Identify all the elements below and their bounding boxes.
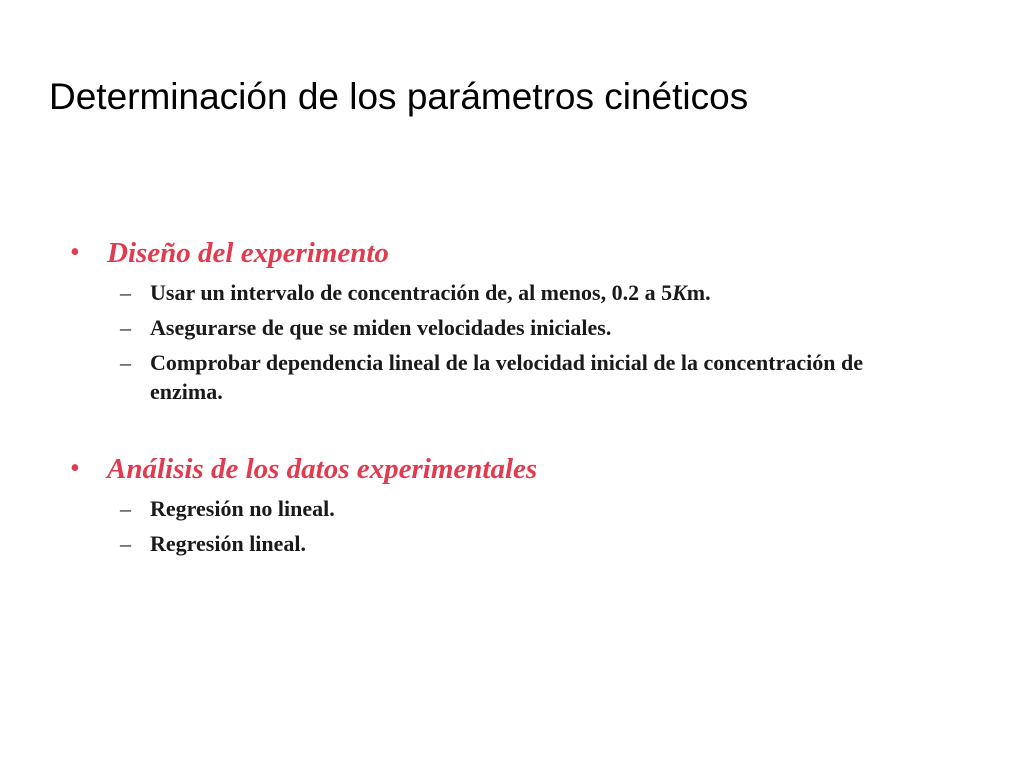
section-heading: Diseño del experimento [107, 237, 389, 269]
km-symbol: K [672, 280, 687, 305]
dash-icon: – [120, 315, 131, 340]
dash-icon: – [120, 280, 131, 305]
list-item-text: Comprobar dependencia lineal de la velocidad inicial de la concentración de enzima. [150, 350, 863, 404]
list-item-text [150, 278, 870, 307]
sub-list [70, 494, 970, 558]
sub-list [70, 278, 970, 406]
section-heading-row [70, 450, 970, 488]
slide-title: Determinación de los parámetros cinéticos [49, 76, 749, 117]
section-data-analysis [70, 450, 970, 558]
list-item-text-part: m. [686, 280, 711, 305]
section-experiment-design [70, 234, 970, 406]
section-heading-row [70, 234, 970, 272]
list-item-text-part: Usar un intervalo de concentración de, al menos, 0.2 a 5 [150, 280, 673, 305]
bullet-icon: • [70, 237, 80, 268]
list-item [70, 313, 970, 342]
list-item [70, 348, 970, 406]
list-item-text: Asegurarse de que se miden velocidades iniciales. [150, 315, 612, 340]
list-item-text: Regresión no lineal. [150, 496, 335, 521]
list-item [70, 278, 970, 307]
list-item-text: Regresión lineal. [150, 531, 307, 556]
dash-icon: – [120, 531, 131, 556]
section-heading: Análisis de los datos experimentales [107, 453, 538, 485]
bullet-icon: • [70, 453, 80, 484]
dash-icon: – [120, 350, 131, 375]
list-item [70, 494, 970, 523]
list-item [70, 529, 970, 558]
dash-icon: – [120, 496, 131, 521]
